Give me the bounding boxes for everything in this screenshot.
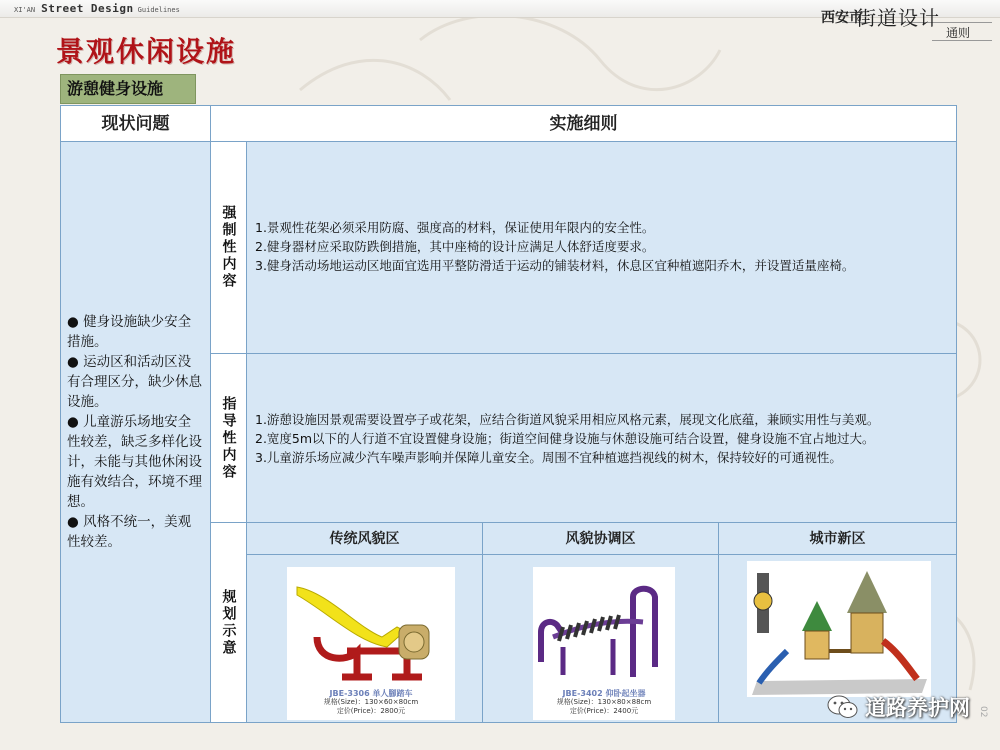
- corner-city: 西安市: [821, 10, 863, 26]
- corner-title-block: [790, 0, 1000, 44]
- situp-bench-icon: [533, 567, 675, 687]
- situp-bench-caption: [533, 689, 675, 716]
- issue-item: ● 儿童游乐场地安全性较差，缺乏多样化设计，未能与其他休闲设施有效结合，环境不理想。: [67, 414, 202, 510]
- corner-title: 街道设计: [856, 6, 940, 30]
- mandatory-rule: 1.景观性花架必须采用防腐、强度高的材料，保证使用年限内的安全性。: [255, 220, 655, 235]
- situp-bench-spec: 规格(Size)：130×80×88cm: [556, 698, 652, 706]
- issue-item: ● 运动区和活动区没有合理区分，缺少休息设施。: [67, 354, 202, 410]
- mandatory-rule: 3.健身活动场地运动区地面宜选用平整防滑适于运动的铺装材料，休息区宜种植遮阳乔木，并设置适量座椅。: [255, 258, 855, 273]
- issue-item: ● 风格不统一，美观性较差。: [67, 514, 192, 550]
- watermark: [827, 690, 970, 724]
- zone-new-district-title: 城市新区: [719, 523, 956, 555]
- planning-label: 规划示意: [211, 523, 247, 722]
- header-current-issues: 现状问题: [61, 106, 211, 142]
- brand-banner: [14, 2, 180, 16]
- pedal-bike-model: JBE-3306 单人腳踏车: [329, 689, 413, 698]
- guidance-rule: 2.宽度5m以下的人行道不宜设置健身设施；街道空间健身设施与休憩设施可结合设置，健身设施不宜占地过大。: [255, 431, 875, 446]
- brand-prefix: XI'AN: [14, 6, 36, 14]
- section-tag: 游憩健身设施: [60, 74, 196, 104]
- issues-column: [61, 142, 211, 722]
- pedal-bike-photo: [287, 567, 455, 720]
- pedal-bike-icon: [287, 567, 455, 687]
- guidance-content: [247, 354, 956, 523]
- brand-sub: Guidelines: [137, 6, 180, 14]
- situp-bench-model: JBE-3402 仰卧起坐器: [562, 689, 646, 698]
- header-implementation-rules: 实施细则: [211, 106, 956, 142]
- corner-subtitle: 通则: [945, 26, 970, 40]
- zone-traditional-title: 传统风貌区: [247, 523, 483, 555]
- zone-coordination-cell: [483, 555, 719, 722]
- guidance-label: 指导性内容: [211, 354, 247, 523]
- guidance-rule: 1.游憩设施因景观需要设置亭子或花架，应结合街道风貌采用相应风格元素，展现文化底蕴，兼顾实用性与美观。: [255, 412, 880, 427]
- page-number: 02: [978, 706, 988, 718]
- situp-bench-photo: [533, 567, 675, 720]
- page-title: 景观休闲设施: [56, 35, 237, 68]
- guideline-table: [60, 105, 957, 723]
- watermark-text: 道路养护网: [865, 696, 970, 720]
- mandatory-content: [247, 142, 956, 354]
- issue-item: ● 健身设施缺少安全措施。: [67, 314, 192, 350]
- pedal-bike-price: 定价(Price)：2800元: [336, 707, 406, 715]
- guidance-rule: 3.儿童游乐场应减少汽车噪声影响并保障儿童安全。周围不宜种植遮挡视线的树木，保持较好的可通视性。: [255, 450, 842, 465]
- playground-icon: [747, 561, 931, 697]
- pedal-bike-caption: [287, 689, 455, 716]
- zone-coordination-title: 风貌协调区: [483, 523, 719, 555]
- zone-traditional-cell: [247, 555, 483, 722]
- pedal-bike-spec: 规格(Size)：130×60×80cm: [323, 698, 419, 706]
- playground-photo: [747, 561, 931, 697]
- mandatory-rule: 2.健身器材应采取防跌倒措施，其中座椅的设计应满足人体舒适度要求。: [255, 239, 655, 254]
- wechat-icon: [827, 694, 859, 720]
- situp-bench-price: 定价(Price)：2400元: [569, 707, 639, 715]
- brand-main: Street Design: [41, 2, 134, 15]
- mandatory-label: 强制性内容: [211, 142, 247, 354]
